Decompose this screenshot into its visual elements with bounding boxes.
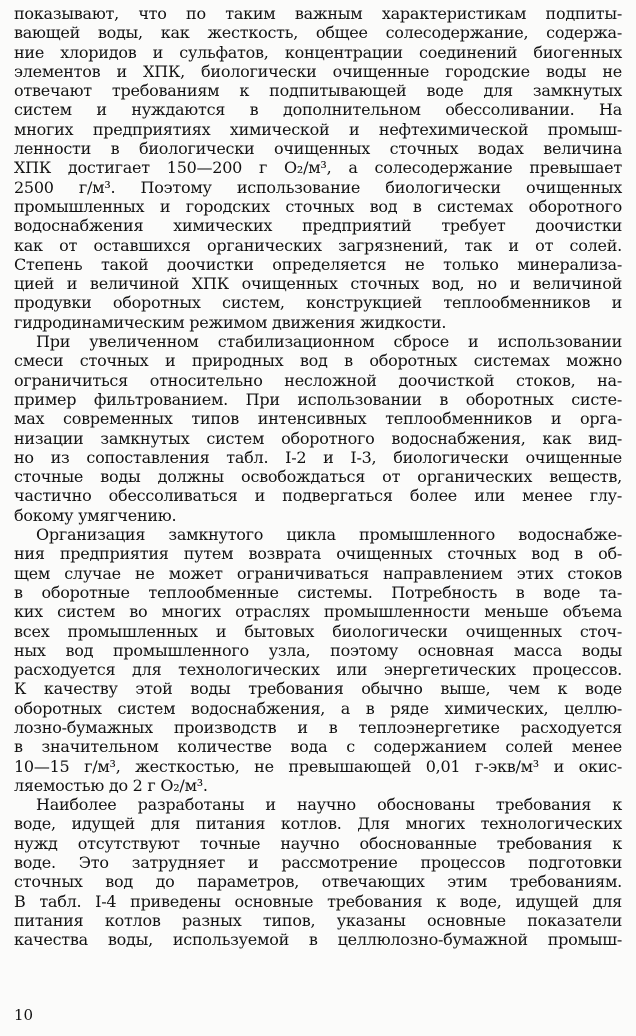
text-line: вающей воды, как жесткость, общее солесодержание, содержа- <box>14 23 622 43</box>
text-line: питания котлов разных типов, указаны основные показатели <box>14 910 622 930</box>
text-line: частично обессоливаться и подвергаться более или менее глу- <box>14 486 622 506</box>
text-line: но из сопоставления табл. I-2 и I-3, биологически очищенные <box>14 447 622 467</box>
text-line: гидродинамическим режимом движения жидкости. <box>14 312 447 332</box>
text-line: всех промышленных и бытовых биологически очищенных сточ- <box>14 621 622 641</box>
text-line: К качеству этой воды требования обычно выше, чем к воде <box>14 679 622 699</box>
text-line: ХПК достигает 150—200 г О₂/м³, а солесодержание превышает <box>14 158 622 178</box>
text-line: ленности в биологически очищенных сточных водах величина <box>14 139 622 159</box>
text-line: как от оставшихся органических загрязнений, так и от солей. <box>14 235 622 255</box>
text-line: промышленных и городских сточных вод в системах оборотного <box>14 196 622 216</box>
text-line: щем случае не может ограничиваться направлением этих стоков <box>14 563 622 583</box>
text-line: многих предприятиях химической и нефтехимической промыш- <box>14 119 622 139</box>
text-line: смеси сточных и природных вод в оборотных системах можно <box>14 351 622 371</box>
text-line: цией и величиной ХПК очищенных сточных вод, но и величиной <box>14 274 622 294</box>
text-line: элементов и ХПК, биологически очищенные городские воды не <box>14 61 622 81</box>
text-line: ких систем во многих отраслях промышленности меньше объема <box>14 602 622 622</box>
text-line: воде, идущей для питания котлов. Для многих технологических <box>14 814 622 834</box>
text-line: 2500 г/м³. Поэтому использование биологически очищенных <box>14 177 622 197</box>
page-number: 10 <box>14 1006 34 1024</box>
text-line: расходуется для технологических или энергетических процессов. <box>14 660 622 680</box>
text-line: показывают, что по таким важным характеристикам подпиты- <box>14 4 622 23</box>
text-line: водоснабжения химических предприятий требует доочистки <box>14 216 622 236</box>
text-line: качества воды, используемой в целлюлозно-бумажной промыш- <box>14 930 622 950</box>
text-line: ляемостью до 2 г О₂/м³. <box>14 775 208 795</box>
text-line: низации замкнутых систем оборотного водоснабжения, как вид- <box>14 428 622 448</box>
text-line: ограничиться относительно несложной доочисткой стоков, на- <box>14 370 622 390</box>
text-line: 10—15 г/м³, жесткостью, не превышающей 0,01 г-экв/м³ и окис- <box>14 756 622 776</box>
text-line: сточные воды должны освобождаться от органических веществ, <box>14 467 622 487</box>
text-line: в оборотные теплообменные системы. Потребность в воде та- <box>14 582 622 602</box>
text-line: ных вод промышленного узла, поэтому основная масса воды <box>14 640 622 660</box>
text-line: сточных вод до параметров, отвечающих этим требованиям. <box>14 872 622 892</box>
text-line: бокому умягчению. <box>14 505 177 525</box>
text-line: продувки оборотных систем, конструкцией теплообменников и <box>14 293 622 313</box>
text-line: ния предприятия путем возврата очищенных сточных вод в об- <box>14 544 622 564</box>
text-line: Наиболее разработаны и научно обоснованы требования к <box>36 795 622 815</box>
text-line: При увеличенном стабилизационном сбросе и использовании <box>36 332 622 352</box>
text-line: отвечают требованиям к подпитывающей воде для замкнутых <box>14 81 622 101</box>
body-text <box>14 4 622 950</box>
text-line: лозно-бумажных производств и в теплоэнергетике расходуется <box>14 717 622 737</box>
text-line: воде. Это затрудняет и рассмотрение процессов подготовки <box>14 853 622 873</box>
text-line: Степень такой доочистки определяется не только минерализа- <box>14 254 622 274</box>
text-line: В табл. I-4 приведены основные требования к воде, идущей для <box>14 891 622 911</box>
text-line: пример фильтрованием. При использовании в оборотных систе- <box>14 389 622 409</box>
text-line: нужд отсутствуют точные научно обоснованные требования к <box>14 833 622 853</box>
text-line: оборотных систем водоснабжения, а в ряде химических, целлю- <box>14 698 622 718</box>
text-line: Организация замкнутого цикла промышленного водоснабже- <box>36 525 622 545</box>
text-line: в значительном количестве вода с содержанием солей менее <box>14 737 622 757</box>
text-line: систем и нуждаются в дополнительном обессоливании. На <box>14 100 622 120</box>
text-line: ние хлоридов и сульфатов, концентрации соединений биогенных <box>14 42 622 62</box>
text-line: мах современных типов интенсивных теплообменников и орга- <box>14 409 622 429</box>
